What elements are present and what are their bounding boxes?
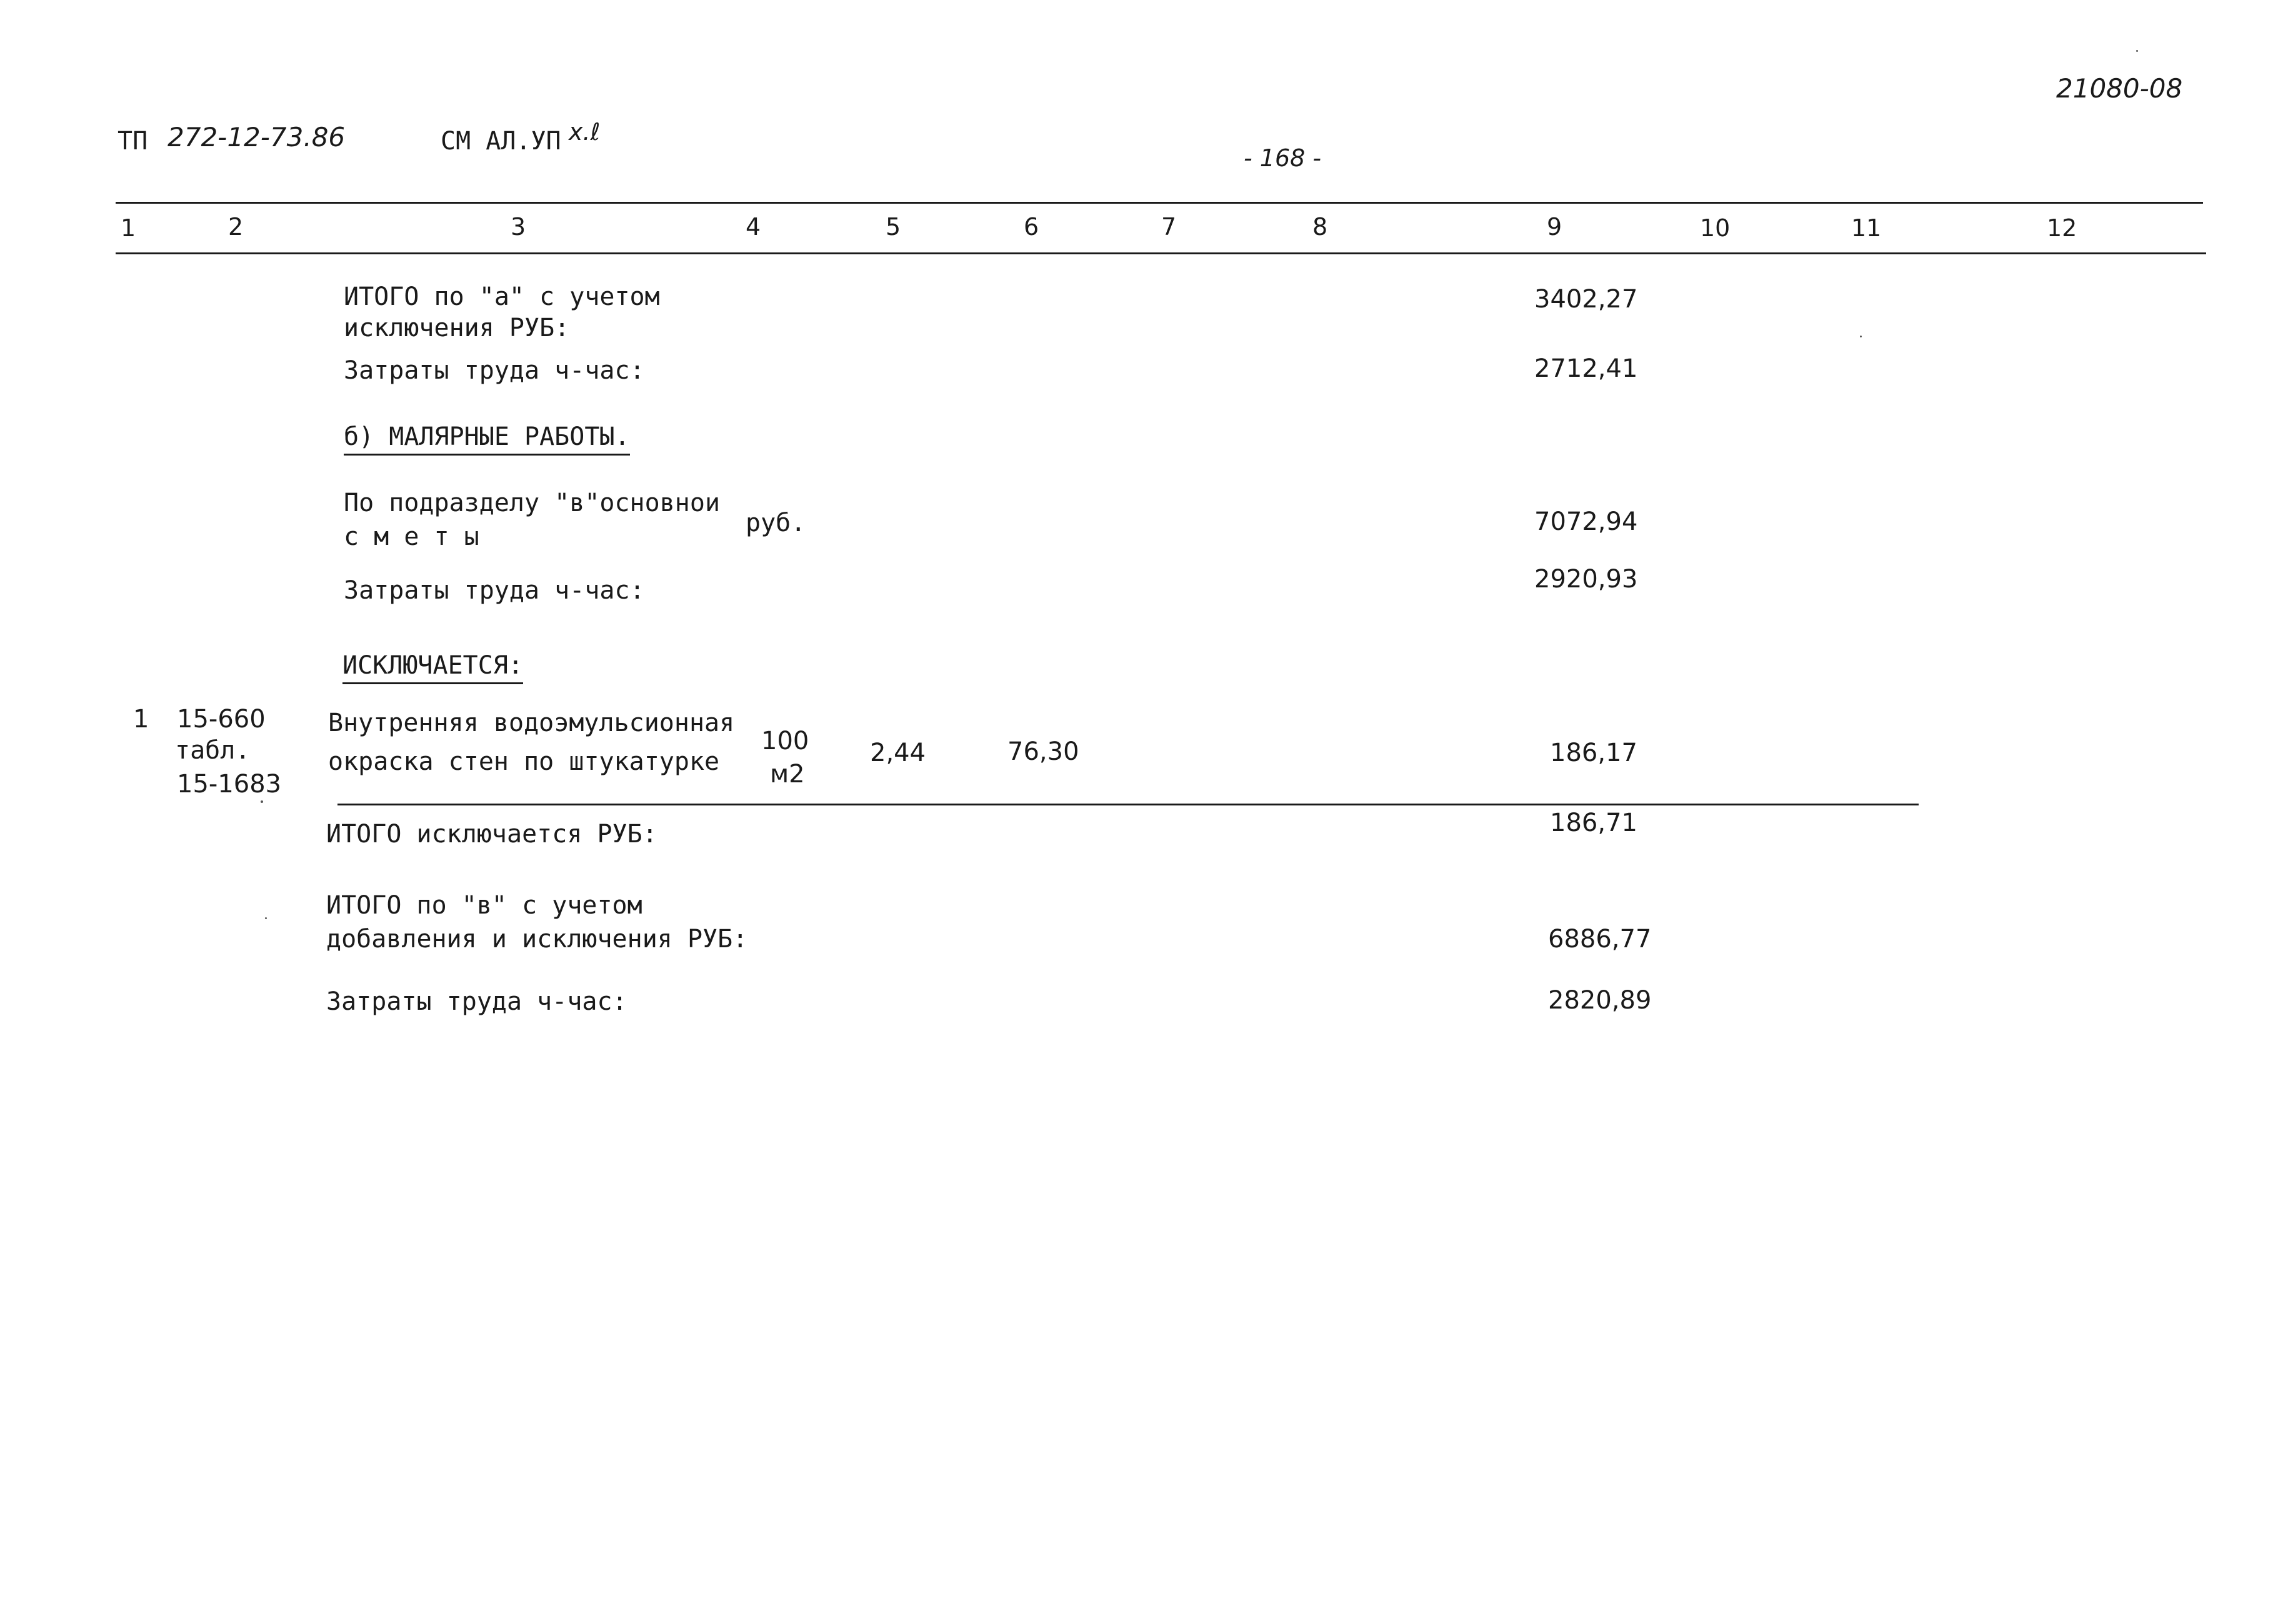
col-header-12: 12 <box>2047 214 2077 242</box>
labor-a-value: 2712,41 <box>1534 354 1638 383</box>
total-a-label-line2: исключения РУБ: <box>344 314 570 342</box>
col-header-5: 5 <box>886 213 901 241</box>
subsection-value: 7072,94 <box>1534 507 1638 536</box>
item-total: 186,17 <box>1550 739 1637 767</box>
total-b-value: 6886,77 <box>1548 925 1652 954</box>
item-unit-line1: 100 <box>761 727 809 755</box>
col-header-3: 3 <box>511 213 526 241</box>
excluded-heading: ИСКЛЮЧАЕТСЯ: <box>342 651 523 684</box>
item-quantity: 2,44 <box>870 739 926 767</box>
excluded-total-value: 186,71 <box>1550 809 1637 837</box>
doc-code-prefix: ТП <box>117 127 148 156</box>
table-header-rule <box>116 252 2206 254</box>
item-number: 1 <box>133 705 149 734</box>
scan-speck-4 <box>2136 50 2138 52</box>
total-b-label-line1: ИТОГО по "в" с учетом <box>326 891 642 920</box>
labor-sub-label: Затраты труда ч-час: <box>344 576 645 605</box>
col-header-4: 4 <box>746 213 761 241</box>
item-code-line2: табл. <box>175 736 251 765</box>
section-code: СМ АЛ.УП <box>441 127 561 156</box>
scan-speck-2 <box>265 917 267 919</box>
archive-number: 21080-08 <box>2056 73 2183 104</box>
col-header-7: 7 <box>1161 213 1177 241</box>
col-header-2: 2 <box>228 213 244 241</box>
item-unit-line2: м2 <box>770 760 805 789</box>
item-code-line1: 15-660 <box>177 705 266 734</box>
col-header-8: 8 <box>1312 213 1328 241</box>
item-description-line2: окраска стен по штукатурке <box>328 747 720 776</box>
item-code-line3: 15-1683 <box>177 770 282 799</box>
subsection-label-line1: По подразделу "в"основнои <box>344 489 721 517</box>
col-header-1: 1 <box>121 214 136 242</box>
subsection-unit: руб. <box>746 509 806 537</box>
total-a-value: 3402,27 <box>1534 285 1638 314</box>
col-header-6: 6 <box>1024 213 1039 241</box>
col-header-9: 9 <box>1547 213 1562 241</box>
col-header-10: 10 <box>1700 214 1731 242</box>
item-description-line1: Внутренняя водоэмульсионная <box>328 709 735 737</box>
section-b-title: б) МАЛЯРНЫЕ РАБОТЫ. <box>344 422 630 456</box>
item-total-rule <box>337 804 1919 805</box>
total-a-label-line1: ИТОГО по "а" с учетом <box>344 282 660 311</box>
item-unit-price: 76,30 <box>1007 737 1079 766</box>
page-number: - 168 - <box>1244 144 1322 172</box>
labor-sub-value: 2920,93 <box>1534 565 1638 594</box>
labor-b-label: Затраты труда ч-час: <box>326 987 627 1016</box>
table-top-rule <box>116 202 2203 204</box>
excluded-total-label: ИТОГО исключается РУБ: <box>326 820 657 849</box>
doc-code-number: 272-12-73.86 <box>167 122 346 152</box>
scan-speck <box>261 800 263 803</box>
scan-speck-3 <box>1860 336 1862 337</box>
col-header-11: 11 <box>1851 214 1882 242</box>
total-b-label-line2: добавления и исключения РУБ: <box>326 925 748 954</box>
subsection-label-line2: с м е т ы <box>344 522 479 551</box>
section-mark: х.ℓ <box>569 118 601 146</box>
labor-a-label: Затраты труда ч-час: <box>344 356 645 385</box>
labor-b-value: 2820,89 <box>1548 986 1652 1015</box>
